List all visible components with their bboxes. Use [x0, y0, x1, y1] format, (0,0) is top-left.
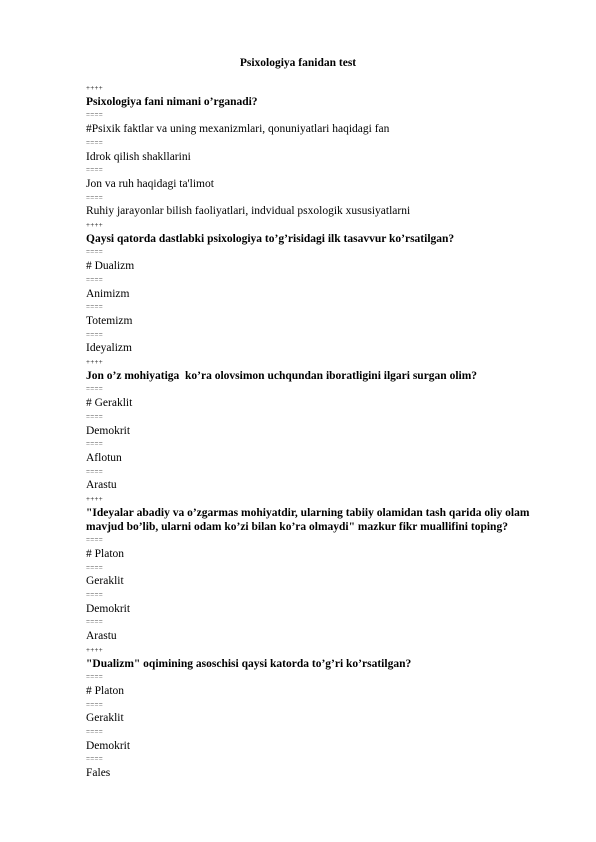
- answer-separator: ====: [86, 385, 103, 394]
- question-separator: ++++: [86, 645, 103, 654]
- answer-line: Demokrit: [86, 602, 131, 615]
- question-text: mavjud bo’lib, ularni odam ko’zi bilan ko’ra olmaydi" mazkur fikr muallifini toping?: [86, 520, 508, 533]
- answer-separator: ====: [86, 673, 103, 682]
- answer-separator: ====: [86, 275, 103, 284]
- answer-separator: ====: [86, 138, 103, 147]
- answer-separator: ====: [86, 412, 103, 421]
- answer-separator: ====: [86, 111, 103, 120]
- answer-separator: ====: [86, 330, 103, 339]
- answer-separator: ====: [86, 536, 103, 545]
- question-text: Qaysi qatorda dastlabki psixologiya to’g’risidagi ilk tasavvur ko’rsatilgan?: [86, 232, 455, 245]
- answer-line: Totemizm: [86, 314, 133, 327]
- answer-separator: ====: [86, 728, 103, 737]
- question-text: "Ideyalar abadiy va o’zgarmas mohiyatdir, ularning tabiiy olamidan tash qarida oliy olam: [86, 506, 530, 519]
- question-text: Psixologiya fani nimani o’rganadi?: [86, 95, 258, 108]
- answer-line: #Psixik faktlar va uning mexanizmlari, qonuniyatlari haqidagi fan: [86, 123, 390, 136]
- answer-line: # Platon: [86, 547, 125, 560]
- document-title: Psixologiya fanidan test: [239, 57, 357, 69]
- answer-line: Arastu: [86, 479, 117, 492]
- answer-line: Jon va ruh haqidagi ta'limot: [86, 177, 214, 190]
- answer-separator: ====: [86, 618, 103, 627]
- answer-line: Arastu: [86, 630, 117, 643]
- answer-line: Aflotun: [86, 451, 122, 464]
- answer-line: Geraklit: [86, 575, 124, 588]
- answer-separator: ====: [86, 563, 103, 572]
- question-separator: ++++: [86, 495, 103, 504]
- answer-line: # Platon: [86, 684, 125, 697]
- answer-line: # Geraklit: [86, 397, 133, 410]
- answer-line: Demokrit: [86, 424, 131, 437]
- answer-line: # Dualizm: [86, 260, 135, 273]
- answer-separator: ====: [86, 166, 103, 175]
- answer-separator: ====: [86, 467, 103, 476]
- question-text: Jon o’z mohiyatiga ko’ra olovsimon uchqundan iboratligini ilgari surgan olim?: [86, 369, 478, 382]
- answer-separator: ====: [86, 248, 103, 257]
- answer-line: Animizm: [86, 287, 130, 300]
- answer-line: Ruhiy jarayonlar bilish faoliyatlari, indvidual psxologik xususiyatlarni: [86, 205, 411, 218]
- answer-line: Geraklit: [86, 712, 124, 725]
- question-separator: ++++: [86, 84, 103, 92]
- answer-separator: ====: [86, 193, 103, 202]
- answer-line: Ideyalizm: [86, 342, 132, 355]
- question-text: "Dualizm" oqimining asoschisi qaysi katorda to’g’ri ko’rsatilgan?: [86, 657, 412, 670]
- answer-separator: ====: [86, 303, 103, 312]
- question-separator: ++++: [86, 358, 103, 367]
- answer-line: Demokrit: [86, 739, 131, 752]
- test-content: [86, 82, 556, 781]
- answer-separator: ====: [86, 700, 103, 709]
- answer-separator: ====: [86, 591, 103, 600]
- question-separator: ++++: [86, 221, 103, 230]
- answer-separator: ====: [86, 440, 103, 449]
- answer-line: Fales: [86, 767, 111, 780]
- answer-separator: ====: [86, 755, 103, 764]
- answer-line: Idrok qilish shakllarini: [86, 150, 191, 163]
